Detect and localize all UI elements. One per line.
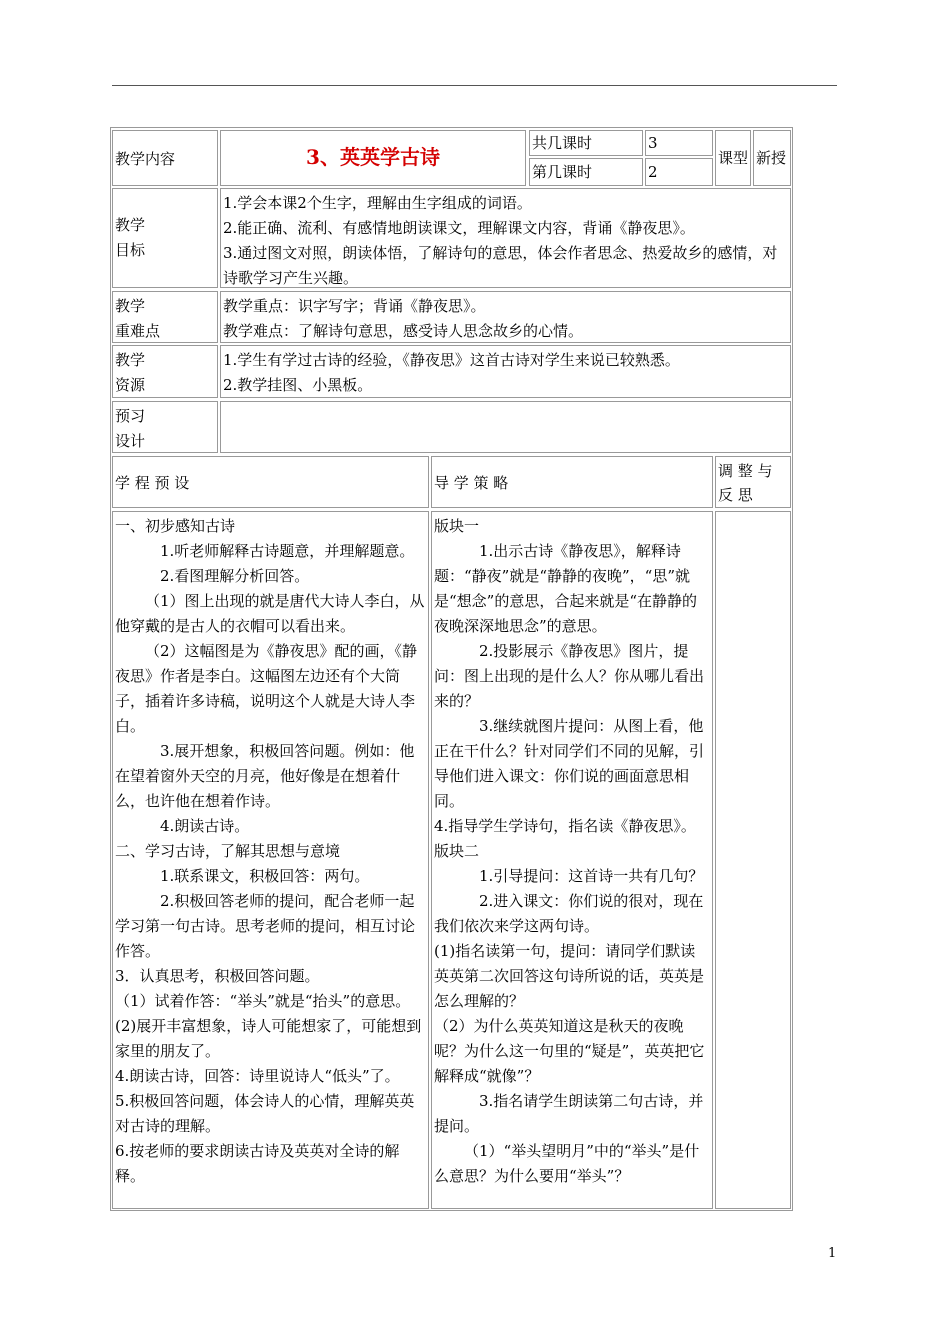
preview-label [112,401,218,453]
guide-line: 版块二 [434,842,480,860]
learning-line: （1）图上出现的就是唐代大诗人李白，从他穿戴的是古人的衣帽可以看出来。 [115,592,425,635]
learning-line: 二、学习古诗，了解其思想与意境 [115,842,341,860]
objectives-label [112,188,218,288]
preview-label-1: 预习 [115,407,146,425]
adjust-content [715,511,791,1209]
guide-line: (1)指名读第一句，提问：请同学们默读英英第二次回答这句诗所说的话，英英是怎么理解的？ [434,942,705,1010]
header-rule [112,85,837,86]
content-label-cell [112,130,218,186]
type-value: 新授 [753,130,791,186]
learning-line: 2.看图理解分析回答。 [160,567,310,585]
learning-line: 6.按老师的要求朗读古诗及英英对全诗的解释。 [115,1142,400,1185]
preview-label-2: 设计 [115,432,146,450]
resources-label [112,345,218,398]
objective-line: 3.通过图文对照，朗读体悟，了解诗句的意思，体会作者思念、热爱故乡的感情，对诗歌学习产生兴趣。 [223,244,778,287]
guide-column-header: 导 学 策 略 [431,456,713,508]
total-hours-label: 共几课时 [529,130,643,156]
guide-line: 1.出示古诗《静夜思》，解释诗题：“静夜”就是“静静的夜晚”，“思”就是“想念”的意思，合起来就是“在静静的夜晚深深地思念”的意思。 [434,542,698,635]
learning-line: 一、初步感知古诗 [115,517,236,535]
lesson-title: 3、英英学古诗 [220,130,526,186]
guide-content [431,511,713,1209]
learning-line: 1.听老师解释古诗题意，并理解题意。 [160,542,415,560]
resources-label-1: 教学 [115,351,146,369]
learning-line: (2)展开丰富想象，诗人可能想家了，可能想到家里的朋友了。 [115,1017,422,1060]
key-points-label-2: 重难点 [115,322,161,340]
content-label: 教学内容 [115,150,176,168]
learning-column-header: 学 程 预 设 [112,456,429,508]
key-points-label-1: 教学 [115,297,146,315]
learning-line: （1）试着作答：“举头”就是“抬头”的意思。 [115,992,411,1010]
resource-line: 2.教学挂图、小黑板。 [223,376,373,394]
total-hours-value: 3 [645,130,713,156]
learning-line: 2.积极回答老师的提问，配合老师一起学习第一句古诗。思考老师的提问，相互讨论作答。 [115,892,416,960]
key-point-line: 教学重点：识字写字；背诵《静夜思》。 [223,297,486,315]
resources-content [220,345,791,398]
key-points-label [112,291,218,343]
preview-content [220,401,791,453]
guide-line: （1）“举头望明月”中的“举头”是什么意思？为什么要用“举头”？ [434,1142,700,1185]
guide-line: 版块一 [434,517,480,535]
guide-line: 2.投影展示《静夜思》图片，提问：图上出现的是什么人？你从哪儿看出来的？ [434,642,705,710]
learning-content [112,511,429,1209]
type-label: 课型 [715,130,751,186]
objectives-label-1: 教学 [115,216,146,234]
guide-line: 3.继续就图片提问：从图上看，他正在干什么？针对同学们不同的见解，引导他们进入课文：你们说的画面意思相同。 [434,717,705,810]
guide-line: 4.指导学生学诗句，指名读《静夜思》。 [434,817,696,835]
objectives-content [220,188,791,288]
learning-line: 4.朗读古诗，回答：诗里说诗人“低头”了。 [115,1067,400,1085]
learning-line: 1.联系课文，积极回答：两句。 [160,867,370,885]
resources-label-2: 资源 [115,376,146,394]
current-hour-value: 2 [645,158,713,186]
key-point-line: 教学难点：了解诗句意思，感受诗人思念故乡的心情。 [223,322,584,340]
learning-line: 3.展开想象，积极回答问题。例如：他在望着窗外天空的月亮，他好像是在想着什么，也许他在想着作诗。 [115,742,415,810]
learning-line: 4.朗读古诗。 [160,817,250,835]
objective-line: 1.学会本课2个生字，理解由生字组成的词语。 [223,194,532,212]
learning-line: 3．认真思考，积极回答问题。 [115,967,320,985]
guide-line: （2）为什么英英知道这是秋天的夜晚呢？为什么这一句里的“疑是”，英英把它解释成“就像”？ [434,1017,705,1085]
guide-line: 3.指名请学生朗读第二句古诗，并提问。 [434,1092,704,1135]
objectives-label-2: 目标 [115,241,146,259]
key-points-content [220,291,791,343]
current-hour-label: 第几课时 [529,158,643,186]
resource-line: 1.学生有学过古诗的经验，《静夜思》这首古诗对学生来说已较熟悉。 [223,351,680,369]
objective-line: 2.能正确、流利、有感情地朗读课文，理解课文内容，背诵《静夜思》。 [223,219,695,237]
adjust-column-header: 调 整 与 反 思 [715,456,791,508]
guide-line: 1.引导提问：这首诗一共有几句？ [479,867,704,885]
learning-line: 5.积极回答问题，体会诗人的心情，理解英英对古诗的理解。 [115,1092,415,1135]
page-number: 1 [828,1246,837,1261]
guide-line: 2.进入课文：你们说的很对，现在我们依次来学这两句诗。 [434,892,704,935]
learning-line: （2）这幅图是为《静夜思》配的画，《静夜思》作者是李白。这幅图左边还有个大筒子，插着许多诗稿，说明这个人就是大诗人李白。 [115,642,418,735]
